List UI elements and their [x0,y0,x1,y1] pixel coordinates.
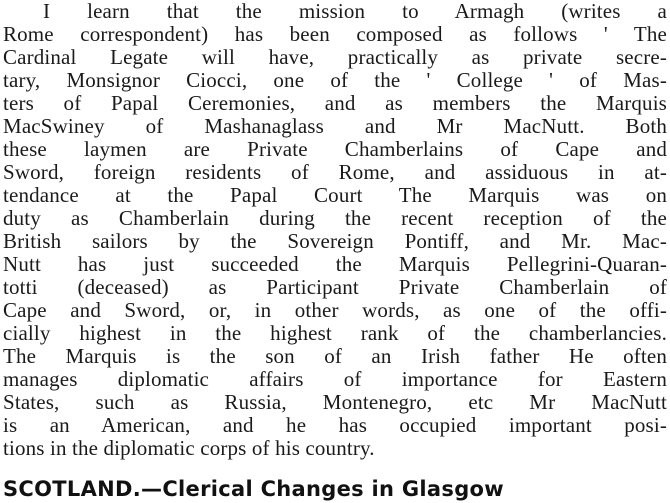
article-line: Cardinal Legate will have, practically as private secre- [3,45,667,69]
article-line: States, such as Russia, Montenegro, etc Mr MacNutt [3,390,667,414]
article-line: I learn that the mission to Armagh (writes a [43,0,667,23]
article-line: Sword, foreign residents of Rome, and assiduous in at- [3,160,667,184]
article-line: these laymen are Private Chamberlains of Cape and [3,137,667,161]
article-line: tary, Monsignor Ciocci, one of the ' College ' of Mas- [3,68,667,92]
article-line: cially highest in the highest rank of the chamberlancies. [3,321,667,345]
article-line: manages diplomatic affairs of importance for Eastern [3,367,667,391]
article-line: MacSwiney of Mashanaglass and Mr MacNutt. Both [3,114,667,138]
article-line: Cape and Sword, or, in other words, as one of the offi- [3,298,667,322]
article-line: Nutt has just succeeded the Marquis Pellegrini-Quaran- [3,252,667,276]
article-line: is an American, and he has occupied important posi- [3,413,667,437]
article-line: British sailors by the Sovereign Pontiff, and Mr. Mac- [3,229,667,253]
article-line: tendance at the Papal Court The Marquis was on [3,183,667,207]
section-headline: SCOTLAND.—Clerical Changes in Glasgow [3,477,504,501]
article-line: duty as Chamberlain during the recent reception of the [3,206,667,230]
article-line: The Marquis is the son of an Irish father He often [3,344,667,368]
article-line: Rome correspondent) has been composed as follows ' The [3,22,667,46]
article-body [3,0,667,460]
article-line: totti (deceased) as Participant Private Chamberlain of [3,275,667,299]
article-line: ters of Papal Ceremonies, and as members the Marquis [3,91,667,115]
article-line: tions in the diplomatic corps of his country. [3,436,375,460]
